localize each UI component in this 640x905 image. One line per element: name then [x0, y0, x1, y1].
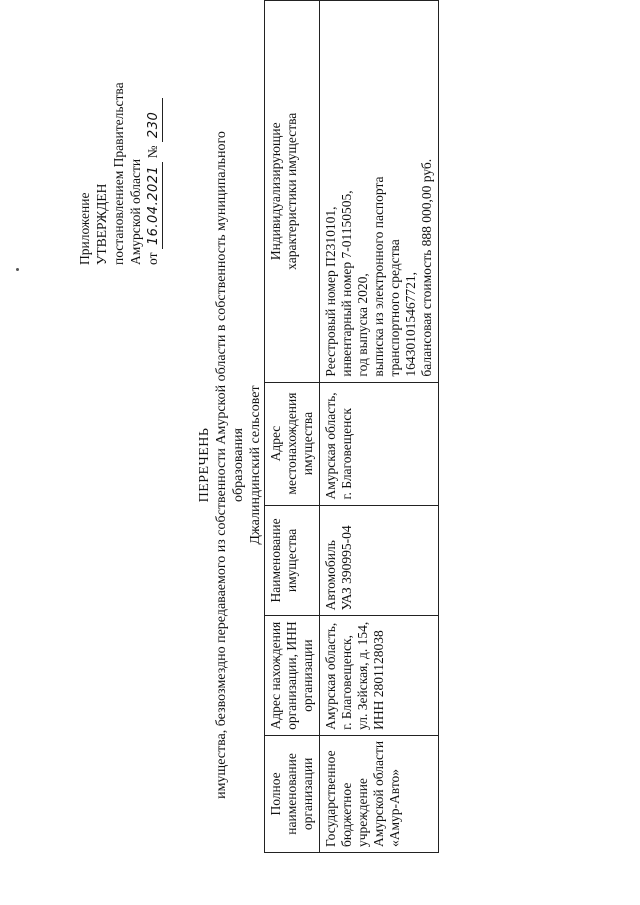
header-text: Индивидуализирующие — [268, 122, 283, 261]
header-text: Полное — [268, 772, 283, 816]
document-title: ПЕРЕЧЕНЬ — [197, 427, 212, 503]
handwritten-date: 16.04.2021 — [145, 162, 163, 249]
header-characteristics — [265, 1, 320, 383]
cell-text: транспортного средства — [387, 239, 402, 377]
table-row — [320, 1, 439, 853]
header-text: местонахождения — [284, 392, 299, 495]
approval-line-2: УТВЕРЖДЕН — [94, 183, 109, 265]
header-text: имущества — [300, 411, 315, 476]
cell-characteristics — [320, 1, 439, 383]
cell-org-name — [320, 735, 439, 852]
approval-line-4: Амурской области — [128, 158, 143, 265]
approval-date-line — [144, 82, 163, 265]
cell-item-name — [320, 505, 439, 616]
property-list-table — [264, 0, 439, 853]
cell-text: Государственное — [323, 750, 338, 847]
header-text: организации — [300, 639, 315, 712]
header-org-name — [265, 735, 320, 852]
header-text: организации — [300, 757, 315, 831]
header-text: Адрес — [268, 425, 283, 462]
number-prefix: № — [145, 145, 160, 159]
cell-text: УАЗ 390995-04 — [339, 525, 354, 611]
handwritten-number: 230 — [145, 98, 163, 142]
header-text: организации, ИНН — [284, 621, 299, 730]
cell-text: 164301015467721, — [403, 271, 418, 377]
cell-text: Амурская область, — [323, 622, 338, 730]
document-heading — [196, 115, 264, 815]
header-item-location — [265, 382, 320, 505]
cell-text: Амурская область, — [323, 392, 338, 500]
cell-text: бюджетное — [339, 782, 354, 847]
header-text: Наименование — [268, 518, 283, 603]
header-item-name — [265, 505, 320, 616]
cell-text: Амурской области — [371, 740, 386, 847]
cell-text: ул. Зейская, д. 154, — [355, 621, 370, 730]
cell-text: Реестровый номер П2310101, — [323, 206, 338, 377]
cell-text: «Амур-Авто» — [387, 768, 402, 847]
cell-item-location — [320, 382, 439, 505]
header-text: имущества — [284, 528, 299, 593]
table-header-row — [265, 1, 320, 853]
cell-text: г. Благовещенск — [339, 408, 354, 500]
cell-text: Автомобиль — [323, 540, 338, 611]
header-text: наименование — [284, 753, 299, 835]
document-subtitle-line-1: имущества, безвозмездно передаваемого из собственности Амурской области в собственность муниципального образования — [214, 131, 246, 799]
header-text: характеристики имущества — [284, 112, 299, 270]
approval-line-3: постановлением Правительства — [111, 82, 126, 265]
cell-text: год выпуска 2020, — [355, 273, 370, 377]
header-text: Адрес нахождения — [268, 621, 283, 730]
document-subtitle-line-2: Джалиндинский сельсовет — [248, 385, 263, 545]
approval-line-1: Приложение — [77, 192, 92, 265]
cell-text: инвентарный номер 7-01150505, — [339, 190, 354, 377]
cell-text: г. Благовещенск, — [339, 635, 354, 730]
approval-block — [76, 82, 163, 265]
cell-text: учреждение — [355, 778, 370, 847]
header-org-address — [265, 616, 320, 735]
scan-speck — [16, 268, 19, 271]
cell-text: ИНН 2801128038 — [371, 630, 386, 730]
date-prefix: от — [145, 252, 160, 265]
cell-text: балансовая стоимость 888 000,00 руб. — [419, 158, 434, 377]
cell-text: выписка из электронного паспорта — [371, 176, 386, 377]
cell-org-address — [320, 616, 439, 735]
